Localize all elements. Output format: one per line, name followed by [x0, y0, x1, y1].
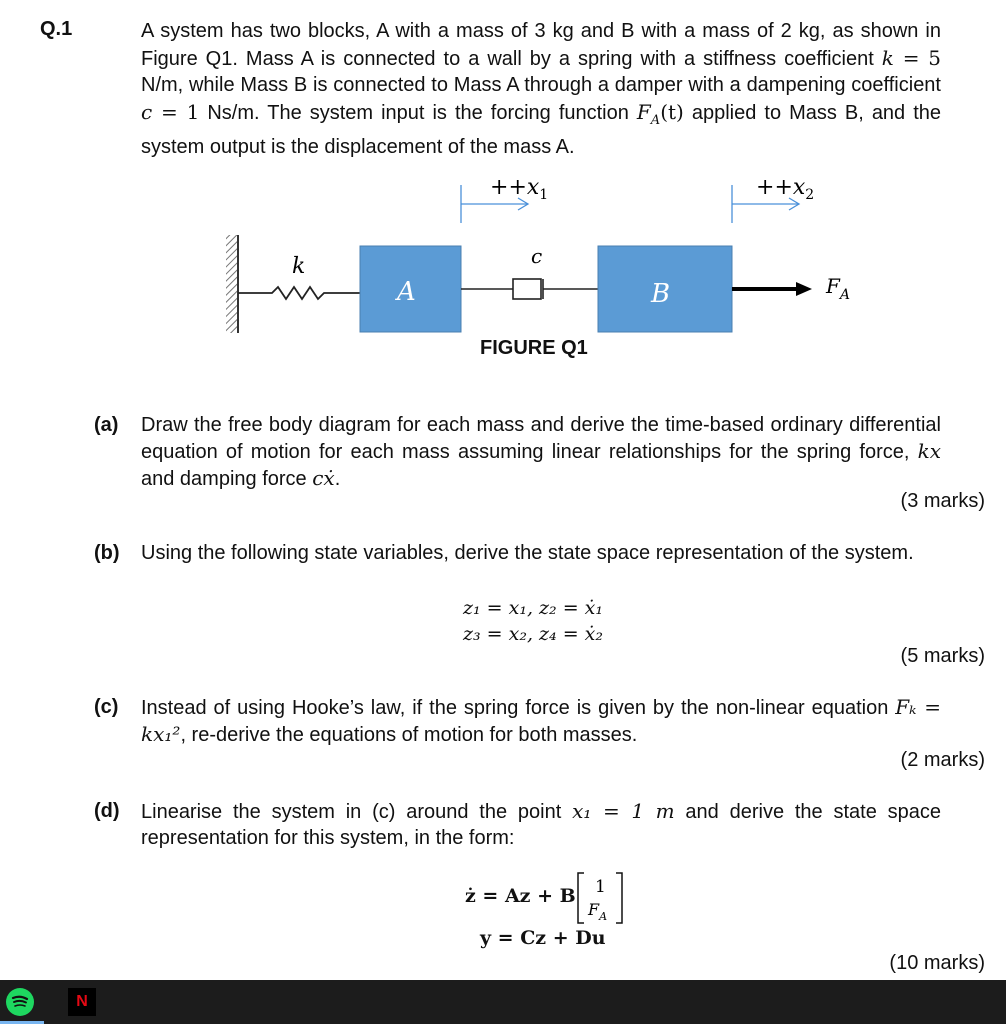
mass-a-label: A	[397, 277, 416, 307]
damper-c-label: c	[531, 244, 543, 268]
part-d-label: (d)	[94, 800, 120, 822]
c-value: = 1	[152, 99, 200, 124]
part-d-marks: (10 marks)	[889, 952, 985, 974]
spring-k-label: k	[292, 254, 306, 279]
state-equation: ż = Az + B	[465, 885, 576, 907]
part-c-label: (c)	[94, 696, 119, 718]
part-c-text: Instead of using Hooke’s law, if the spring force is given by the non-linear equation Fₖ = kx₁², re-derive the equations of motion for both masses.	[141, 695, 941, 746]
k-value: = 5	[893, 45, 941, 70]
x1-label: $++x_1$	[490, 175, 549, 203]
part-b-marks: (5 marks)	[900, 645, 985, 667]
part-c-marks: (2 marks)	[900, 749, 985, 771]
figure-q1	[200, 165, 880, 365]
output-equation: y = Cz + Du	[480, 927, 606, 949]
part-a-label: (a)	[94, 414, 119, 436]
x2-label: $++x_2$	[756, 175, 815, 203]
kx-term: kx	[917, 439, 941, 463]
intro-text-1: A system has two blocks, A with a mass of 3 kg and B with a mass of 2 kg, as shown in Figure Q1. Mass A is connected to a wall by a spring with a stiffness coefficient	[141, 20, 941, 70]
figure-caption: FIGURE Q1	[480, 337, 588, 359]
spotify-icon[interactable]	[6, 988, 34, 1016]
intro-text-3: Ns/m. The system input is the forcing function	[199, 101, 637, 124]
fa-argument: (t)	[660, 99, 684, 124]
cxdot-term: cẋ	[312, 466, 335, 490]
intro-text-4: applied to Mass B, and the system output is the displacement of the mass A.	[141, 101, 942, 158]
spring	[238, 287, 360, 299]
linearisation-point: x₁ = 1 m	[572, 799, 675, 823]
vector-top: 1	[595, 877, 606, 897]
question-number: Q.1	[40, 18, 73, 40]
c-symbol: c	[141, 99, 153, 124]
state-variables-eq-2: z₃ = x₂, z₄ = ẋ₂	[463, 623, 603, 645]
force-label: $F_A$	[826, 274, 851, 303]
state-variables-eq-1: z₁ = x₁, z₂ = ẋ₁	[463, 597, 603, 619]
part-a-marks: (3 marks)	[900, 490, 985, 512]
part-c	[94, 694, 944, 754]
part-d-text: Linearise the system in (c) around the point x₁ = 1 m and derive the state space representation for this system, in the form:	[141, 799, 942, 849]
part-b-label: (b)	[94, 542, 120, 564]
wall	[226, 235, 238, 333]
nonlinear-spring-eq: Fₖ = kx₁²	[141, 695, 941, 746]
fa-symbol: F	[636, 99, 651, 124]
taskbar	[0, 980, 1006, 1024]
part-b	[94, 540, 944, 600]
fa-subscript: A	[650, 112, 661, 128]
mass-b-label: B	[651, 279, 671, 309]
part-a-text: Draw the free body diagram for each mass and derive the time-based ordinary differential equation of motion for each mass assuming linear relationships for the spring force, kx and damping force cẋ.	[141, 414, 941, 490]
input-vector	[576, 870, 630, 926]
vector-bottom: $F_A$	[588, 900, 608, 923]
netflix-icon[interactable]: N	[68, 988, 96, 1016]
damper	[461, 279, 598, 299]
part-d	[94, 798, 944, 858]
part-a	[94, 412, 944, 492]
part-b-text: Using the following state variables, derive the state space representation of the system.	[141, 542, 914, 564]
force-arrow	[732, 282, 812, 296]
intro-text-2: N/m, while Mass B is connected to Mass A through a damper with a dampening coefficient	[141, 74, 941, 96]
question-intro	[141, 18, 941, 161]
k-symbol: k	[881, 45, 894, 70]
